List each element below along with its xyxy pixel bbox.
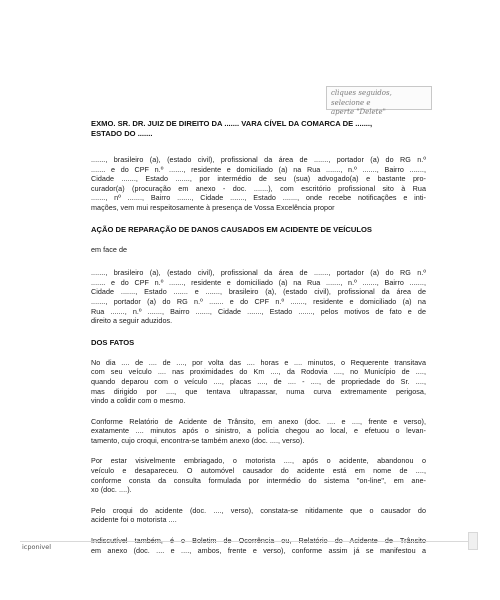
court-header — [91, 119, 426, 139]
text-line: No dia .... de .... de ...., por volta das .... horas e .... minutos, o Requerente transitava — [91, 357, 426, 367]
text-line: xo (doc. ....). — [91, 485, 132, 495]
text-line: mações, vem mui respeitosamente à presença de Vossa Excelência propor — [91, 202, 335, 212]
text-line: mas dirigido por ...., que tentava ultrapassar, numa curva extremamente perigosa, — [91, 386, 426, 396]
text-line: Por estar visivelmente embriagado, o motorista ...., após o acidente, abandonou o — [91, 456, 426, 466]
court-header-line: EXMO. SR. DR. JUIZ DE DIREITO DA ....... VARA CÍVEL DA COMARCA DE ......., — [91, 119, 373, 128]
facts-paragraph-3 — [91, 456, 426, 494]
text-line: Rua ......., n.º ......., Bairro ......., Cidade ......., Estado ......., pelos motivos de fato e de — [91, 306, 426, 316]
footer-label: icponivel — [22, 543, 52, 551]
text-line: conforme consta da consulta formulada por intermédio do sistema "on-line", em ane- — [91, 475, 426, 485]
facts-paragraph-2 — [91, 417, 426, 446]
facts-paragraph-1 — [91, 358, 426, 406]
text-line: com seu veículo .... nas proximidades do Km ...., da Rodovia ...., no Município de ...., — [91, 367, 426, 377]
text-line: Cidade ......., Estado ....... e ......., brasileiro (a), (estado civil), profissional da área de — [91, 287, 426, 297]
text-line: exatamente .... minutos após o sinistro, a polícia chegou ao local, e efetuou o levan- — [91, 426, 426, 436]
hint-line: aperte "Delete" — [331, 108, 386, 116]
footer-divider — [20, 541, 472, 542]
text-line: em anexo (doc. .... e ...., ambos, frente e verso), conforme assim já se manifestou a — [91, 545, 426, 555]
text-line: acidente foi o motorista .... — [91, 515, 177, 525]
plaintiff-paragraph — [91, 155, 426, 213]
defendant-paragraph — [91, 268, 426, 326]
text-line: ......., portador (a) do RG n.º ....... e do CPF n.º ......., residente e domiciliado (a) na — [91, 296, 426, 306]
em-face-text: em face de — [91, 244, 128, 254]
hint-line: cliques seguidos, selecione e — [331, 89, 392, 107]
text-line: curador(a) (procuração em anexo - doc. .......), com escritório profissional sito à Rua — [91, 183, 426, 193]
text-line: tamento, cujo croqui, encontra-se também anexo (doc. ...., verso). — [91, 435, 305, 445]
text-line: vindo a colidir com o mesmo. — [91, 396, 186, 406]
text-line: quando deparou com o veículo ...., placas ...., de .... - ...., de propriedade do Sr. ...., — [91, 376, 426, 386]
action-title: AÇÃO DE REPARAÇÃO DE DANOS CAUSADOS EM ACIDENTE DE VEÍCULOS — [91, 224, 372, 234]
text-line: Pelo croqui do acidente (doc. ...., verso), constata-se nitidamente que o causador do — [91, 505, 426, 515]
text-line: ....... e do CPF n.º ......., residente e domiciliado (a) na Rua ......., n.º ......., Bairro ......., — [91, 277, 426, 287]
court-header-line: ESTADO DO ....... — [91, 129, 153, 138]
facts-title: DOS FATOS — [91, 337, 135, 347]
facts-paragraph-4 — [91, 506, 426, 525]
text-line: ......., nº ......., Bairro ......., Cidade ......., Estado ......., onde recebe notificações e inti- — [91, 193, 426, 203]
edit-hint-box — [326, 86, 432, 116]
text-line: ......., brasileiro (a), (estado civil), profissional da área de ......., portador (a) do RG n.º — [91, 155, 426, 164]
text-line: ....... e do CPF n.º ......., residente e domiciliado (a) na Rua ......., n.º ......., Bairro ......., — [91, 164, 426, 174]
text-line: ......., brasileiro (a), (estado civil), profissional da área de ......., portador (a) do RG n.º — [91, 268, 426, 278]
scroll-thumb[interactable] — [468, 532, 478, 550]
text-line: Conforme Relatório de Acidente de Trânsito, em anexo (doc. .... e ...., frente e verso), — [91, 416, 426, 426]
document-body — [91, 119, 426, 562]
text-line: direito a seguir aduzidos. — [91, 316, 173, 326]
facts-paragraph-5 — [91, 536, 426, 555]
text-line: veículo e desapareceu. O automóvel causador do acidente está em nome de ...., — [91, 466, 426, 476]
text-line: Cidade ......., Estado ......., por intermédio de seu (sua) advogado(a) e bastante pro- — [91, 174, 426, 184]
